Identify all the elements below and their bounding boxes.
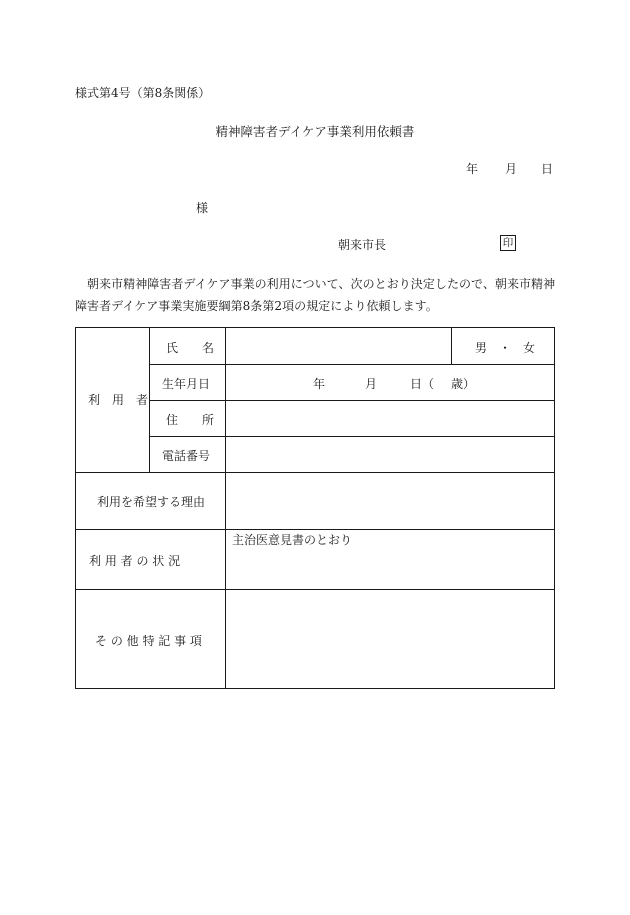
phone-label: 電話番号 [162, 449, 211, 463]
status-value: 主治医意見書のとおり [232, 533, 353, 547]
birthdate-day-label: 日（ [410, 377, 435, 391]
issuer-name: 朝来市長 [338, 238, 387, 252]
form-number: 様式第4号（第8条関係） [75, 86, 211, 100]
notes-label: そ の 他 特 記 事 項 [95, 634, 202, 648]
body-paragraph: 朝来市精神障害者デイケア事業の利用について、次のとおり決定したので、朝来市精神障害者デイケア事業実施要綱第8条第2項の規定により依頼します。 [75, 277, 556, 313]
addressee-suffix: 様 [196, 201, 209, 215]
address-label: 住 所 [166, 413, 215, 427]
date-day-label: 日 [541, 162, 554, 176]
address-field[interactable] [231, 405, 549, 431]
name-label: 氏 名 [166, 341, 215, 355]
column-divider [225, 328, 226, 688]
user-section-label: 利 用 者 [88, 393, 149, 407]
birthdate-month-label: 月 [365, 377, 378, 391]
document-title: 精神障害者デイケア事業利用依頼書 [215, 124, 415, 139]
reason-field[interactable] [231, 478, 549, 524]
gender-options[interactable]: 男 ・ 女 [475, 341, 536, 355]
phone-field[interactable] [231, 441, 549, 467]
date-month-label: 月 [505, 162, 518, 176]
name-field[interactable] [231, 333, 445, 359]
row-divider [149, 364, 555, 365]
row-divider [149, 436, 555, 437]
notes-field[interactable] [231, 595, 549, 683]
status-label: 利 用 者 の 状 況 [89, 554, 181, 568]
row-divider [76, 529, 555, 530]
row-divider [76, 472, 555, 473]
request-form-table [75, 327, 555, 689]
column-divider [149, 328, 150, 472]
column-divider [451, 328, 452, 364]
date-year-label: 年 [466, 162, 479, 176]
row-divider [76, 589, 555, 590]
reason-label: 利用を希望する理由 [97, 495, 206, 509]
birthdate-year-label: 年 [313, 377, 326, 391]
seal-mark: 印 [500, 235, 516, 251]
birthdate-age-label: 歳） [451, 377, 476, 391]
row-divider [149, 400, 555, 401]
birthdate-label: 生年月日 [162, 377, 211, 391]
